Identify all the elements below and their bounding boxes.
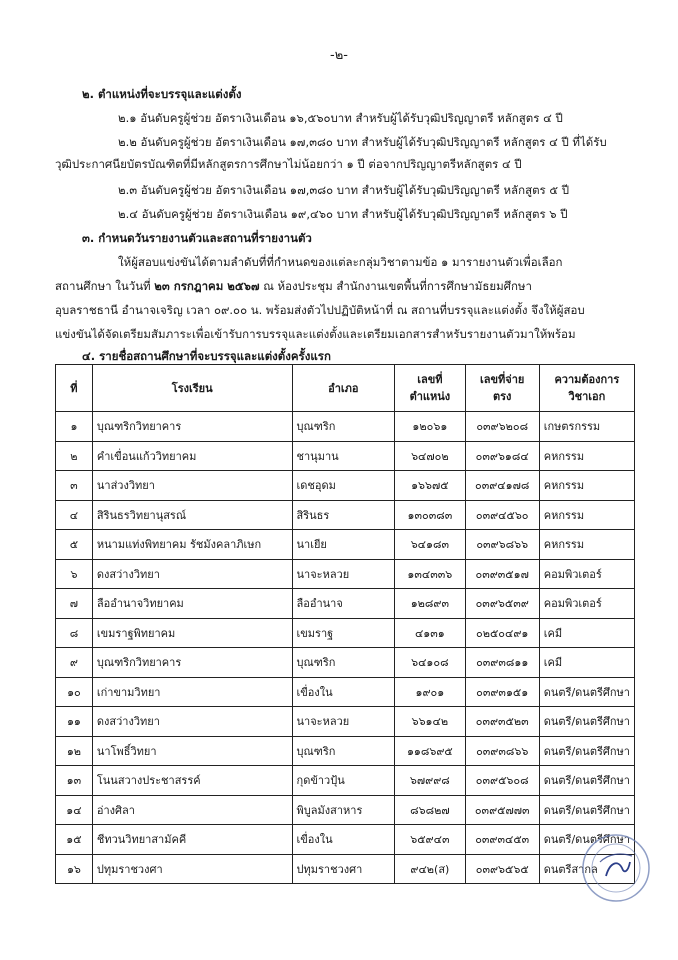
cell-district: ปทุมราชวงศา <box>292 854 395 884</box>
cell-school: ปทุมราชวงศา <box>92 854 292 884</box>
cell-position-no: ๖๗๙๙๘ <box>395 766 466 796</box>
cell-position-no: ๑๙๐๑ <box>395 677 466 707</box>
header-no: ที่ <box>56 365 93 412</box>
cell-pay-no: ๐๓๙๓๘๖๖ <box>465 736 539 766</box>
cell-pay-no: ๐๓๙๓๕๒๓ <box>465 707 539 737</box>
cell-school: ดงสว่างวิทยา <box>92 707 292 737</box>
cell-major: ดนตรีสากล <box>539 854 634 884</box>
cell-district: เขมราฐ <box>292 618 395 648</box>
section-2-3: ๒.๓ อันดับครูผู้ช่วย อัตราเงินเดือน ๑๗,๓๘๐ บาท สำหรับผู้ได้รับวุฒิปริญญาตรี หลักสูตร ๕ ปี <box>118 183 570 197</box>
cell-major: ดนตรี/ดนตรีศึกษา <box>539 677 634 707</box>
table-header-row <box>56 365 635 412</box>
cell-position-no: ๖๔๑๘๓ <box>395 530 466 560</box>
cell-position-no: ๙๔๒(ส) <box>395 854 466 884</box>
cell-no: ๕ <box>56 530 93 560</box>
cell-school: นาโพธิ์วิทยา <box>92 736 292 766</box>
cell-no: ๑๑ <box>56 707 93 737</box>
section-2-2-line1: ๒.๒ อันดับครูผู้ช่วย อัตราเงินเดือน ๑๗,๓๘๐ บาท สำหรับผู้ได้รับวุฒิปริญญาตรี หลักสูตร ๔ ปี ที่ได้รับ <box>118 135 607 149</box>
section-2-1: ๒.๑ อันดับครูผู้ช่วย อัตราเงินเดือน ๑๖,๕๖๐บาท สำหรับผู้ได้รับวุฒิปริญญาตรี หลักสูตร ๔ ปี <box>118 111 563 125</box>
cell-pay-no: ๐๓๙๕๖๐๘ <box>465 766 539 796</box>
cell-district: เขื่องใน <box>292 677 395 707</box>
cell-school: บุณฑริกวิทยาคาร <box>92 412 292 442</box>
cell-school: ชีทวนวิทยาสามัคคี <box>92 825 292 855</box>
cell-pay-no: ๐๓๙๓๕๑๗ <box>465 559 539 589</box>
cell-no: ๑๒ <box>56 736 93 766</box>
table-row <box>56 677 635 707</box>
cell-no: ๑๐ <box>56 677 93 707</box>
cell-school: บุณฑริกวิทยาคาร <box>92 648 292 678</box>
cell-pay-no: ๐๓๙๖๕๖๕ <box>465 854 539 884</box>
table-row <box>56 648 635 678</box>
cell-pay-no: ๐๓๙๓๔๕๓ <box>465 825 539 855</box>
cell-district: เดชอุดม <box>292 471 395 501</box>
cell-pay-no: ๐๓๙๓๘๑๑ <box>465 648 539 678</box>
cell-pay-no: ๐๓๙๖๘๖๖ <box>465 530 539 560</box>
cell-school: เขมราฐพิทยาคม <box>92 618 292 648</box>
section-3-line4: แข่งขันได้จัดเตรียมสัมภาระเพื่อเข้ารับการบรรจุและแต่งตั้งและเตรียมเอกสารสำหรับรายงานตัวมาให้พร้อม <box>55 327 576 341</box>
section-3-line2-pre: สถานศึกษา ในวันที่ <box>55 279 155 293</box>
cell-major: คอมพิวเตอร์ <box>539 589 634 619</box>
cell-no: ๑๕ <box>56 825 93 855</box>
cell-major: คหกรรม <box>539 471 634 501</box>
table-row <box>56 441 635 471</box>
table-row <box>56 530 635 560</box>
cell-major: ดนตรี/ดนตรีศึกษา <box>539 825 634 855</box>
table-row <box>56 589 635 619</box>
cell-pay-no: ๐๒๕๐๔๙๑ <box>465 618 539 648</box>
table-row <box>56 471 635 501</box>
section-2-4: ๒.๔ อันดับครูผู้ช่วย อัตราเงินเดือน ๑๙,๔๖๐ บาท สำหรับผู้ได้รับวุฒิปริญญาตรี หลักสูตร ๖ ปี <box>118 207 568 221</box>
section-2-2-line2: วุฒิประกาศนียบัตรบัณฑิตที่มีหลักสูตรการศึกษาไม่น้อยกว่า ๑ ปี ต่อจากปริญญาตรีหลักสูตร ๔ ปี <box>55 157 522 171</box>
cell-major: คอมพิวเตอร์ <box>539 559 634 589</box>
table-row <box>56 854 635 884</box>
page-number: -๒- <box>330 48 348 63</box>
cell-district: บุณฑริก <box>292 648 395 678</box>
cell-position-no: ๖๔๗๐๒ <box>395 441 466 471</box>
cell-school: อ่างศิลา <box>92 795 292 825</box>
header-major: ความต้องการ วิชาเอก <box>539 365 634 412</box>
cell-major: คหกรรม <box>539 441 634 471</box>
cell-district: ลืออำนาจ <box>292 589 395 619</box>
cell-position-no: ๑๓๔๓๓๖ <box>395 559 466 589</box>
cell-district: เขื่องใน <box>292 825 395 855</box>
cell-no: ๔ <box>56 500 93 530</box>
cell-district: กุดข้าวปุ้น <box>292 766 395 796</box>
section-3-heading: ๓. กำหนดวันรายงานตัวและสถานที่รายงานตัว <box>82 231 312 245</box>
cell-no: ๑ <box>56 412 93 442</box>
table-row <box>56 825 635 855</box>
cell-district: นาเยีย <box>292 530 395 560</box>
cell-pay-no: ๐๓๙๓๑๕๑ <box>465 677 539 707</box>
cell-position-no: ๖๖๑๔๒ <box>395 707 466 737</box>
table-row <box>56 500 635 530</box>
header-pay-no: เลขที่จ่าย ตรง <box>465 365 539 412</box>
table-row <box>56 559 635 589</box>
cell-school: สิรินธรวิทยานุสรณ์ <box>92 500 292 530</box>
cell-position-no: ๑๓๐๓๘๓ <box>395 500 466 530</box>
cell-position-no: ๖๕๙๔๓ <box>395 825 466 855</box>
table-row <box>56 412 635 442</box>
cell-position-no: ๑๒๘๙๓ <box>395 589 466 619</box>
cell-school: หนามแท่งพิทยาคม รัชมังคลาภิเษก <box>92 530 292 560</box>
table-row <box>56 795 635 825</box>
cell-major: ดนตรี/ดนตรีศึกษา <box>539 736 634 766</box>
cell-major: ดนตรี/ดนตรีศึกษา <box>539 707 634 737</box>
cell-major: ดนตรี/ดนตรีศึกษา <box>539 766 634 796</box>
cell-no: ๒ <box>56 441 93 471</box>
cell-position-no: ๑๑๘๖๙๕ <box>395 736 466 766</box>
header-school: โรงเรียน <box>92 365 292 412</box>
cell-district: บุณฑริก <box>292 412 395 442</box>
cell-district: บุณฑริก <box>292 736 395 766</box>
cell-major: ดนตรี/ดนตรีศึกษา <box>539 795 634 825</box>
cell-school: เก่าขามวิทยา <box>92 677 292 707</box>
header-position-no: เลขที่ ตำแหน่ง <box>395 365 466 412</box>
section-3-line2-post: ณ ห้องประชุม สำนักงานเขตพื้นที่การศึกษามัธยมศึกษา <box>259 279 532 293</box>
table-row <box>56 736 635 766</box>
cell-no: ๖ <box>56 559 93 589</box>
cell-pay-no: ๐๓๙๖๒๐๘ <box>465 412 539 442</box>
section-4-heading: ๔. รายชื่อสถานศึกษาที่จะบรรจุและแต่งตั้งครั้งแรก <box>82 349 331 363</box>
cell-position-no: ๘๖๘๒๗ <box>395 795 466 825</box>
cell-position-no: ๔๑๓๑ <box>395 618 466 648</box>
section-3-line2 <box>55 278 532 294</box>
official-seal-stamp <box>580 832 652 904</box>
cell-major: เกษตรกรรม <box>539 412 634 442</box>
cell-no: ๙ <box>56 648 93 678</box>
cell-district: นาจะหลวย <box>292 559 395 589</box>
cell-pay-no: ๐๓๙๔๑๗๘ <box>465 471 539 501</box>
cell-no: ๗ <box>56 589 93 619</box>
cell-pay-no: ๐๓๙๔๕๖๐ <box>465 500 539 530</box>
cell-position-no: ๑๖๖๗๕ <box>395 471 466 501</box>
school-table <box>55 364 635 884</box>
cell-school: คำเขื่อนแก้ววิทยาคม <box>92 441 292 471</box>
cell-major: คหกรรม <box>539 530 634 560</box>
cell-no: ๓ <box>56 471 93 501</box>
table-row <box>56 766 635 796</box>
table-row <box>56 618 635 648</box>
cell-district: นาจะหลวย <box>292 707 395 737</box>
table-row <box>56 707 635 737</box>
cell-no: ๑๓ <box>56 766 93 796</box>
cell-position-no: ๑๒๐๖๑ <box>395 412 466 442</box>
cell-district: พิบูลมังสาหาร <box>292 795 395 825</box>
cell-major: เคมี <box>539 618 634 648</box>
cell-no: ๑๔ <box>56 795 93 825</box>
cell-school: โนนสวางประชาสรรค์ <box>92 766 292 796</box>
cell-school: ดงสว่างวิทยา <box>92 559 292 589</box>
cell-major: คหกรรม <box>539 500 634 530</box>
cell-school: นาส่วงวิทยา <box>92 471 292 501</box>
section-3-line3: อุบลราชธานี อำนาจเจริญ เวลา ๐๙.๐๐ น. พร้อมส่งตัวไปปฏิบัติหน้าที่ ณ สถานที่บรรจุและแต่งตั้ง จึงให้ผู้สอบ <box>55 303 585 317</box>
cell-district: สิรินธร <box>292 500 395 530</box>
report-date: ๒๓ กรกฎาคม ๒๕๖๗ <box>154 279 260 293</box>
cell-no: ๘ <box>56 618 93 648</box>
section-3-line1: ให้ผู้สอบแข่งขันได้ตามลำดับที่ที่กำหนดของแต่ละกลุ่มวิชาตามข้อ ๑ มารายงานตัวเพื่อเลือก <box>118 255 563 269</box>
cell-school: ลืออำนาจวิทยาคม <box>92 589 292 619</box>
cell-position-no: ๖๔๑๐๘ <box>395 648 466 678</box>
cell-no: ๑๖ <box>56 854 93 884</box>
header-district: อำเภอ <box>292 365 395 412</box>
cell-pay-no: ๐๓๙๖๑๘๔ <box>465 441 539 471</box>
cell-major: เคมี <box>539 648 634 678</box>
section-2-heading: ๒. ตำแหน่งที่จะบรรจุและแต่งตั้ง <box>82 87 242 101</box>
cell-pay-no: ๐๓๙๖๕๓๙ <box>465 589 539 619</box>
cell-district: ชานุมาน <box>292 441 395 471</box>
cell-pay-no: ๐๓๙๕๗๗๓ <box>465 795 539 825</box>
